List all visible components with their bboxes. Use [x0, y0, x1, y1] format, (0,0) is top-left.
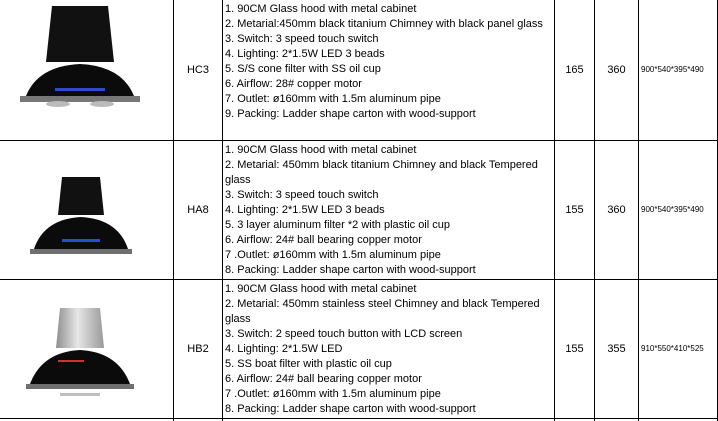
- feature-line: 8. Packing: Ladder shape carton with wood-support: [225, 264, 476, 276]
- model-code: HC3: [186, 64, 209, 76]
- range-hood-image: [0, 280, 173, 418]
- product-image: [0, 0, 173, 140]
- feature-line: 6. Airflow: 24# ball bearing copper motor: [225, 234, 422, 246]
- feature-line: 4. Lighting: 2*1.5W LED 3 beads: [225, 204, 385, 216]
- value2: 360: [607, 204, 626, 216]
- feature-line: 4. Lighting: 2*1.5W LED: [225, 343, 343, 355]
- model-code: HA8: [187, 204, 209, 216]
- feature-line: 2. Metarial: 450mm stainless steel Chimney and black Tempered glass: [225, 298, 540, 325]
- model-code: HB2: [187, 343, 209, 355]
- feature-line: 7. Outlet: ø160mm with 1.5m aluminum pipe: [225, 93, 441, 105]
- table-row: [0, 141, 718, 279]
- value1: 155: [565, 343, 584, 355]
- feature-line: 1. 90CM Glass hood with metal cabinet: [225, 283, 417, 295]
- feature-line: 1. 90CM Glass hood with metal cabinet: [225, 144, 417, 156]
- feature-line: 1. 90CM Glass hood with metal cabinet: [225, 3, 417, 15]
- product-image: [0, 280, 173, 418]
- feature-line: 8. Packing: Ladder shape carton with wood-support: [225, 403, 476, 415]
- value2-cell: [595, 141, 638, 279]
- grid-line: [554, 0, 555, 421]
- range-hood-image: [0, 141, 173, 279]
- filter-shape: [60, 393, 100, 396]
- grid-line: [638, 0, 639, 421]
- glass-panel-shape: [34, 217, 128, 249]
- value1-cell: [555, 280, 594, 418]
- value2-cell: [595, 0, 638, 140]
- dimensions-cell: [639, 141, 718, 279]
- table-row: [0, 0, 718, 140]
- value1-cell: [555, 141, 594, 279]
- model-cell: [174, 0, 222, 140]
- feature-line: 5. S/S cone filter with SS oil cup: [225, 63, 381, 75]
- grid-line: [173, 0, 174, 421]
- grid-line: [222, 0, 223, 421]
- dimensions-cell: [639, 0, 718, 140]
- feature-line: 3. Switch: 2 speed touch button with LCD screen: [225, 328, 463, 340]
- dimensions-cell: [639, 280, 718, 418]
- glass-panel-shape: [30, 350, 130, 384]
- filter-shape: [46, 101, 70, 107]
- feature-line: 2. Metarial: 450mm black titanium Chimney and black Tempered glass: [225, 159, 538, 186]
- features-cell: [223, 280, 554, 418]
- control-panel-shape: [62, 239, 100, 242]
- feature-line: 6. Airflow: 24# ball bearing copper motor: [225, 373, 422, 385]
- grid-line: [0, 279, 718, 280]
- dimensions: 910*550*410*525: [641, 344, 704, 353]
- model-cell: [174, 141, 222, 279]
- feature-line: 2. Metarial:450mm black titanium Chimney with black panel glass: [225, 18, 543, 30]
- model-cell: [174, 280, 222, 418]
- control-panel-shape: [55, 88, 105, 91]
- feature-line: 9. Packing: Ladder shape carton with wood-support: [225, 108, 476, 120]
- glass-panel-shape: [26, 64, 134, 96]
- feature-line: 7 .Outlet: ø160mm with 1.5m aluminum pipe: [225, 388, 441, 400]
- filter-shape: [90, 101, 114, 107]
- value1-cell: [555, 0, 594, 140]
- chimney-shape: [56, 308, 104, 348]
- grid-line: [594, 0, 595, 421]
- value1: 155: [565, 204, 584, 216]
- value2: 360: [607, 64, 626, 76]
- dimensions: 900*540*395*490: [641, 65, 704, 74]
- feature-line: 3. Switch: 3 speed touch switch: [225, 189, 379, 201]
- grid-line: [0, 418, 718, 419]
- hood-base-shape: [20, 96, 140, 102]
- feature-line: 7 .Outlet: ø160mm with 1.5m aluminum pipe: [225, 249, 441, 261]
- value2: 355: [607, 343, 626, 355]
- chimney-shape: [58, 177, 104, 215]
- control-panel-shape: [58, 360, 84, 362]
- features-cell: [223, 141, 554, 279]
- value1: 165: [565, 64, 584, 76]
- product-image: [0, 141, 173, 279]
- features-cell: [223, 0, 554, 140]
- chimney-shape: [46, 6, 114, 62]
- feature-line: 6. Airflow: 28# copper motor: [225, 78, 362, 90]
- table-row: [0, 280, 718, 418]
- feature-line: 4. Lighting: 2*1.5W LED 3 beads: [225, 48, 385, 60]
- hood-base-shape: [26, 384, 134, 389]
- grid-line: [0, 140, 718, 141]
- dimensions: 900*540*395*490: [641, 205, 704, 214]
- range-hood-image: [0, 0, 173, 140]
- feature-line: 5. SS boat filter with plastic oil cup: [225, 358, 392, 370]
- feature-line: 3. Switch: 3 speed touch switch: [225, 33, 379, 45]
- hood-base-shape: [30, 249, 132, 254]
- value2-cell: [595, 280, 638, 418]
- feature-line: 5. 3 layer aluminum filter *2 with plastic oil cup: [225, 219, 450, 231]
